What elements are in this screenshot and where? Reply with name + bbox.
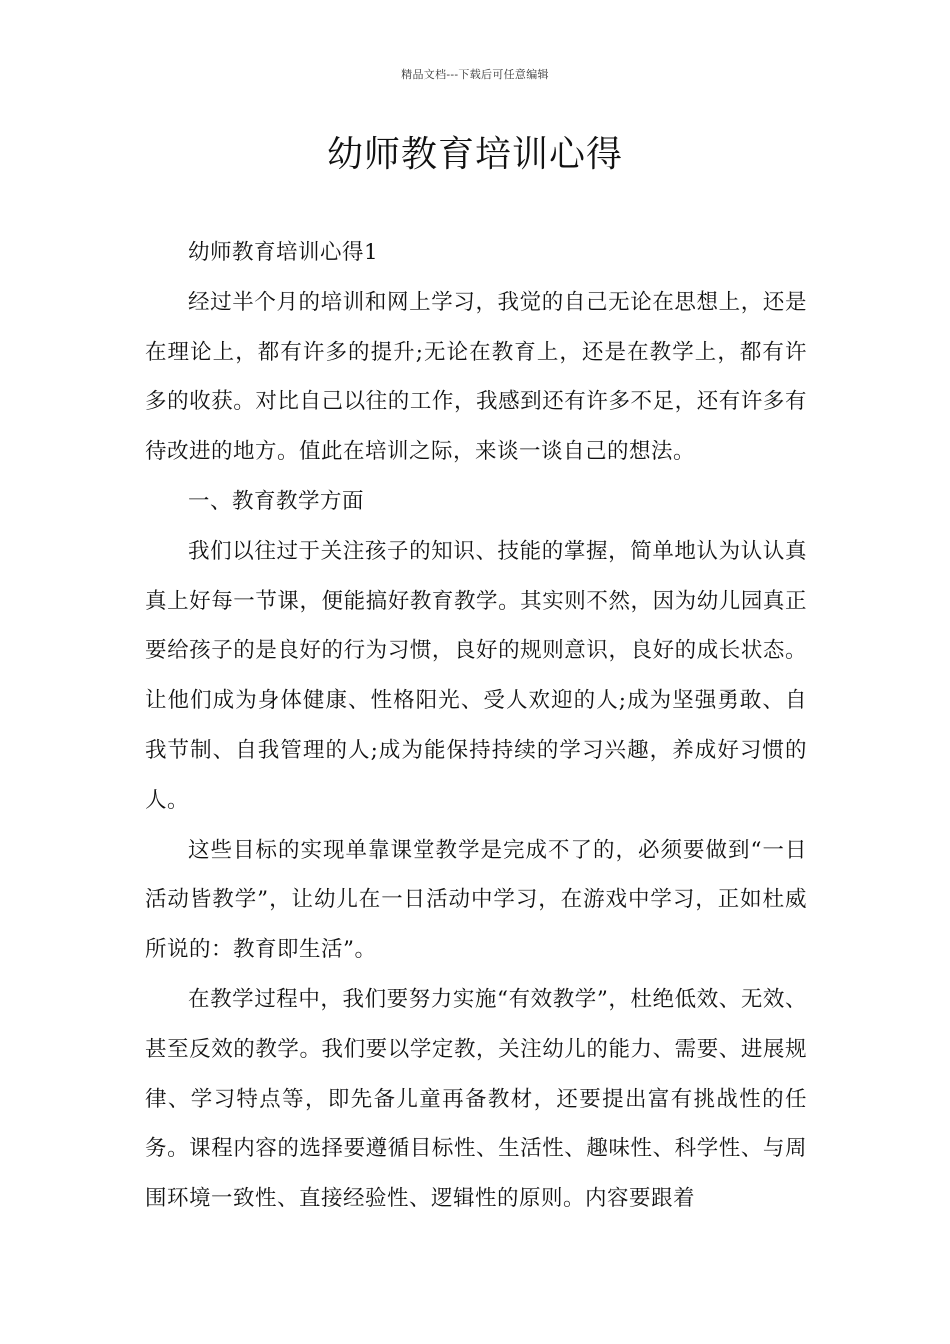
header-note: 精品文档---下载后可任意编辑: [401, 68, 549, 81]
paragraph: 经过半个月的培训和网上学习，我觉的自己无论在思想上，还是在理论上，都有许多的提升;无论在教育上，还是在教学上，都有许多的收获。对比自己以往的工作，我感到还有许多不足，还有许多有待改进的地方。值此在培训之际，来谈一谈自己的想法。: [145, 289, 807, 465]
document-title: 幼师教育培训心得: [326, 134, 623, 175]
paragraph: 在教学过程中，我们要努力实施“有效教学”，杜绝低效、无效、甚至反效的教学。我们要以学定教，关注幼儿的能力、需要、进展规律、学习特点等，即先备儿童再备教材，还要提出富有挑战性的任务。课程内容的选择要遵循目标性、生活性、趣味性、科学性、与周围环境一致性、直接经验性、逻辑性的原则。内容要跟着: [145, 986, 807, 1212]
paragraph: 我们以往过于关注孩子的知识、技能的掌握，简单地认为认认真真上好每一节课，便能搞好教育教学。其实则不然，因为幼儿园真正要给孩子的是良好的行为习惯，良好的规则意识，良好的成长状态。让他们成为身体健康、性格阳光、受人欢迎的人;成为坚强勇敢、自我节制、自我管理的人;成为能保持持续的学习兴趣，养成好习惯的人。: [145, 538, 807, 813]
document-body: [145, 228, 807, 1224]
paragraph: 这些目标的实现单靠课堂教学是完成不了的，必须要做到“一日活动皆教学”，让幼儿在一日活动中学习，在游戏中学习，正如杜威所说的：教育即生活”。: [145, 837, 807, 963]
section-heading: 一、教育教学方面: [188, 488, 365, 514]
section-heading: 幼师教育培训心得1: [188, 240, 379, 265]
